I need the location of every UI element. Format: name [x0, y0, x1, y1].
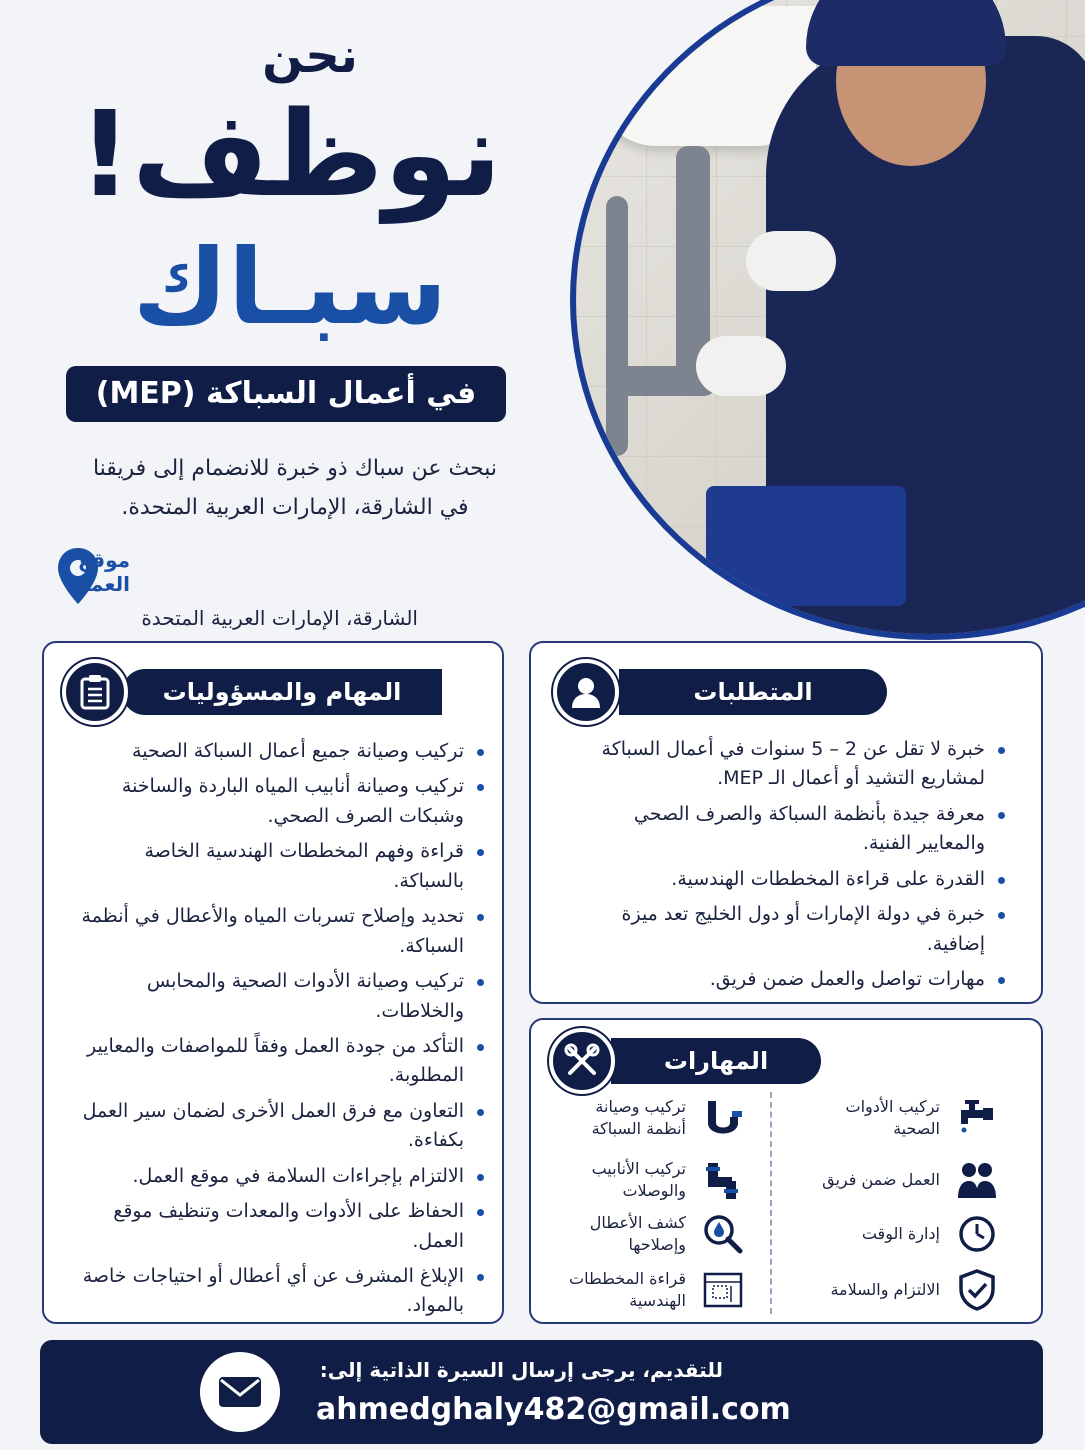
user-icon — [553, 659, 619, 725]
list-item: الالتزام بإجراءات السلامة في موقع العمل. — [81, 1162, 486, 1191]
requirements-card — [529, 641, 1043, 1004]
duties-list — [81, 737, 486, 1327]
headline-plumber: سبـاك — [132, 226, 448, 348]
location-block — [50, 548, 430, 630]
skill-item: العمل ضمن فريق — [800, 1152, 1000, 1208]
envelope-icon — [200, 1352, 280, 1432]
list-item: خبرة لا تقل عن 2 – 5 سنوات في أعمال السباكة لمشاريع التشيد أو أعمال الـ MEP. — [587, 735, 1007, 794]
skill-item: تركيب وصيانة أنظمة السباكة — [556, 1090, 746, 1146]
duties-card — [42, 641, 504, 1324]
faucet-icon — [954, 1095, 1000, 1141]
intro-text: نبحث عن سباك ذو خبرة للانضمام إلى فريقنا في الشارقة، الإمارات العربية المتحدة. — [92, 456, 498, 520]
apply-label: للتقديم، يرجى إرسال السيرة الذاتية إلى: — [319, 1358, 723, 1382]
list-item: معرفة جيدة بأنظمة السباكة والصرف الصحي والمعايير الفنية. — [587, 800, 1007, 859]
skill-item: تركيب الأدوات الصحية — [800, 1090, 1000, 1146]
list-item: تركيب وصيانة جميع أعمال السباكة الصحية — [81, 737, 486, 766]
skill-item: الالتزام والسلامة — [800, 1262, 1000, 1318]
headline-mep-pill: في أعمال السباكة (MEP) — [66, 366, 506, 422]
location-value: الشارقة، الإمارات العربية المتحدة — [141, 606, 418, 630]
apply-footer — [40, 1340, 1043, 1444]
clipboard-icon — [62, 659, 128, 725]
list-item: تركيب وصيانة أنابيب المياه الباردة والساخنة وشبكات الصرف الصحي. — [81, 772, 486, 831]
list-item: القدرة على قراءة المخططات الهندسية. — [587, 865, 1007, 894]
headline-hiring: نوظف! — [78, 85, 502, 223]
list-item: التأكد من جودة العمل وفقاً للمواصفات والمعايير المطلوبة. — [81, 1032, 486, 1091]
pipe-trap-icon — [700, 1095, 746, 1141]
requirements-title: المتطلبات — [619, 669, 887, 715]
list-item: تركيب وصيانة الأدوات الصحية والمحابس والخلاطات. — [81, 967, 486, 1026]
duties-title: المهام والمسؤوليات — [122, 669, 442, 715]
location-label: موقع العمل: — [65, 548, 130, 596]
list-item: الإبلاغ المشرف عن أي أعطال أو احتياجات خاصة بالمواد. — [81, 1262, 486, 1321]
list-item: مهارات تواصل والعمل ضمن فريق. — [587, 965, 1007, 994]
list-item: قراءة وفهم المخططات الهندسية الخاصة بالسباكة. — [81, 837, 486, 896]
headline-we: نحن — [262, 28, 358, 84]
list-item: خبرة في دولة الإمارات أو دول الخليج تعد ميزة إضافية. — [587, 900, 1007, 959]
blueprint-icon — [700, 1267, 746, 1313]
pipe-joint-icon — [700, 1157, 746, 1203]
list-item: الحفاظ على الأدوات والمعدات وتنظيف موقع العمل. — [81, 1197, 486, 1256]
requirements-list — [587, 735, 1007, 1001]
plumber-photo — [570, 0, 1085, 640]
clock-icon — [954, 1211, 1000, 1257]
skill-item: تركيب الأنابيب والوصلات — [556, 1152, 746, 1208]
list-item: التعاون مع فرق العمل الأخرى لضمان سير العمل بكفاءة. — [81, 1097, 486, 1156]
team-icon — [954, 1157, 1000, 1203]
shield-icon — [954, 1267, 1000, 1313]
tools-icon — [549, 1028, 615, 1094]
skill-item: قراءة المخططات الهندسية — [556, 1262, 746, 1318]
skills-divider — [770, 1092, 772, 1314]
leak-search-icon — [700, 1211, 746, 1257]
list-item: تحديد وإصلاح تسربات المياه والأعطال في أنظمة السباكة. — [81, 902, 486, 961]
skill-item: كشف الأعطال وإصلاحها — [556, 1206, 746, 1262]
skill-item: إدارة الوقت — [800, 1206, 1000, 1262]
skills-title: المهارات — [611, 1038, 821, 1084]
apply-email-link[interactable]: ahmedghaly482@gmail.com — [316, 1392, 791, 1427]
